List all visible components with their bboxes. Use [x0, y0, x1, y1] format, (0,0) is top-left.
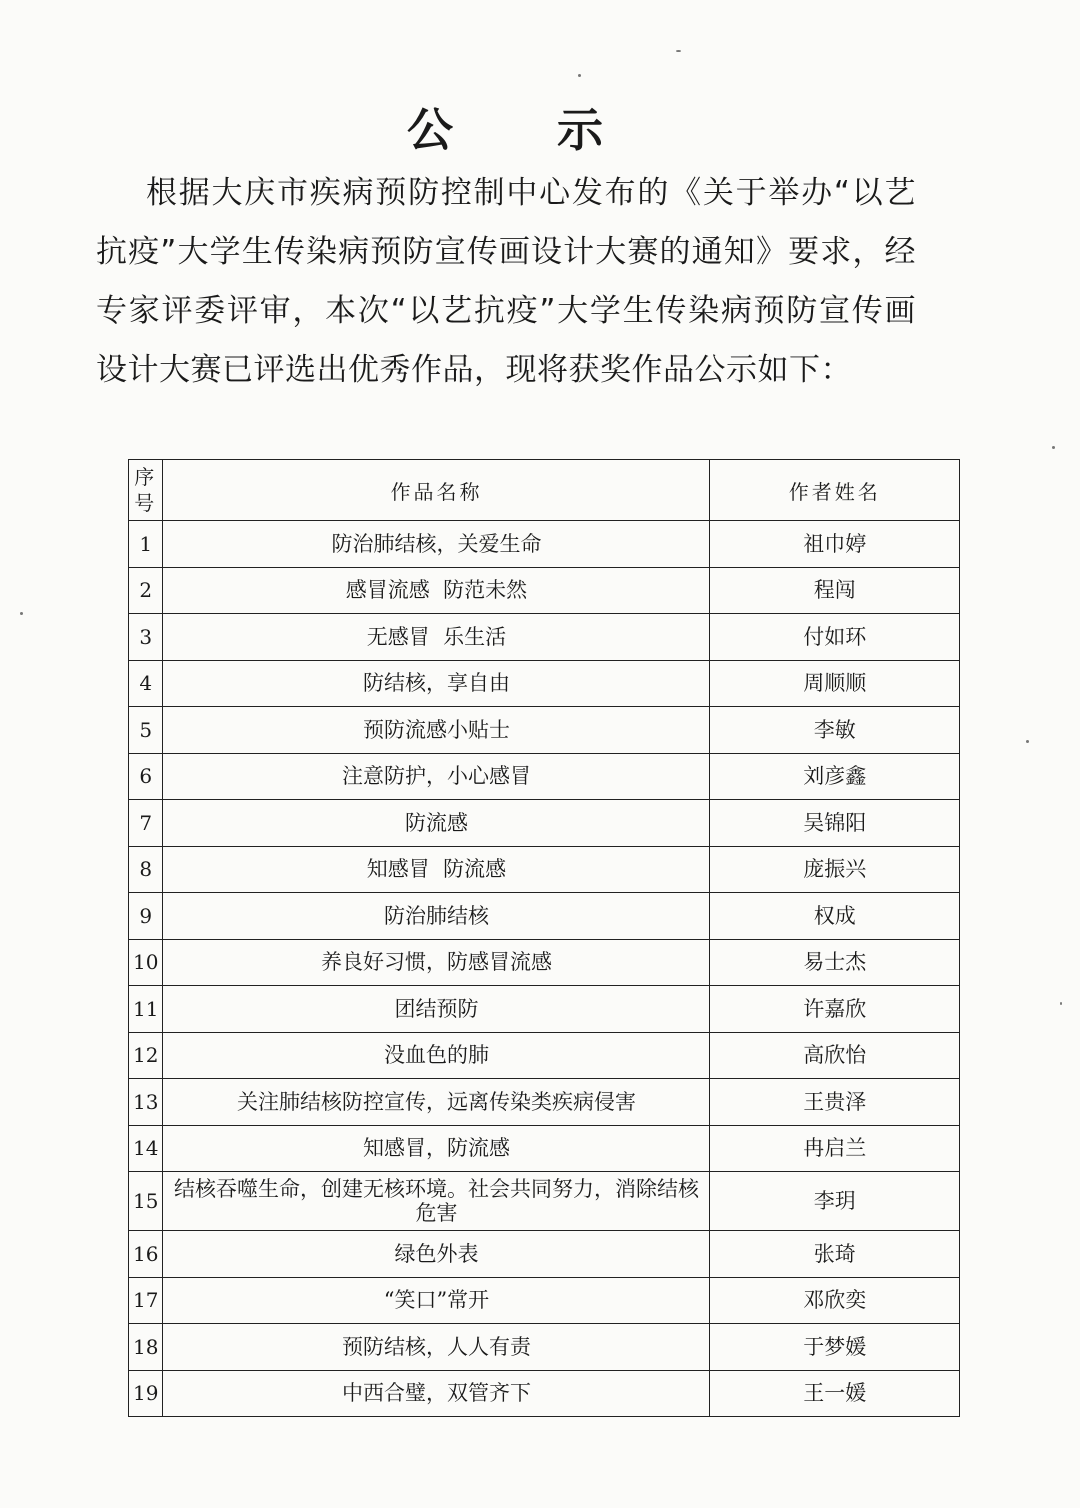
row-work-title: 防结核，享自由: [163, 660, 710, 707]
row-serial-number: 6: [129, 753, 163, 800]
table-row: [129, 1125, 960, 1172]
row-serial-number: 3: [129, 614, 163, 661]
row-work-title: 预防流感小贴士: [163, 707, 710, 754]
row-serial-number: 15: [129, 1172, 163, 1231]
table-row: [129, 614, 960, 661]
table-row: [129, 1370, 960, 1417]
row-serial-number: 1: [129, 521, 163, 568]
row-work-title: 预防结核，人人有责: [163, 1324, 710, 1371]
header-author-name: 作者姓名: [710, 460, 960, 521]
table-row: [129, 1079, 960, 1126]
row-author-name: 庞振兴: [710, 846, 960, 893]
row-work-title: 团结预防: [163, 986, 710, 1033]
row-author-name: 高欣怡: [710, 1032, 960, 1079]
row-serial-number: 14: [129, 1125, 163, 1172]
row-work-title: 防治肺结核，关爱生命: [163, 521, 710, 568]
table-header-row: [129, 460, 960, 521]
row-serial-number: 19: [129, 1370, 163, 1417]
header-work-title: 作品名称: [163, 460, 710, 521]
row-author-name: 于梦媛: [710, 1324, 960, 1371]
row-author-name: 李敏: [710, 707, 960, 754]
row-author-name: 祖巾婷: [710, 521, 960, 568]
row-work-title: “笑口”常开: [163, 1277, 710, 1324]
row-author-name: 刘彦鑫: [710, 753, 960, 800]
row-author-name: 李玥: [710, 1172, 960, 1231]
row-author-name: 易士杰: [710, 939, 960, 986]
table-row: [129, 1032, 960, 1079]
table-row: [129, 800, 960, 847]
row-author-name: 许嘉欣: [710, 986, 960, 1033]
row-serial-number: 4: [129, 660, 163, 707]
row-author-name: 吴锦阳: [710, 800, 960, 847]
intro-paragraph: 根据大庆市疾病预防控制中心发布的《关于举办“以艺抗疫”大学生传染病预防宣传画设计大赛的通知》要求，经专家评委评审，本次“以艺抗疫”大学生传染病预防宣传画设计大赛已评选出优秀作品，现将获奖作品公示如下：: [96, 175, 916, 388]
row-serial-number: 17: [129, 1277, 163, 1324]
table-row: [129, 1231, 960, 1278]
row-author-name: 张琦: [710, 1231, 960, 1278]
row-work-title: 关注肺结核防控宣传，远离传染类疾病侵害: [163, 1079, 710, 1126]
table-row: [129, 707, 960, 754]
row-serial-number: 10: [129, 939, 163, 986]
row-work-title: 知感冒，防流感: [163, 1125, 710, 1172]
awards-table: [128, 459, 960, 1417]
row-work-title: 防流感: [163, 800, 710, 847]
row-work-title: 绿色外表: [163, 1231, 710, 1278]
row-author-name: 程闯: [710, 567, 960, 614]
table-row: [129, 1172, 960, 1231]
row-serial-number: 16: [129, 1231, 163, 1278]
table-row: [129, 521, 960, 568]
table-row: [129, 660, 960, 707]
table-body: [129, 521, 960, 1417]
header-serial-line1: 序: [134, 465, 158, 489]
scan-speck: [1026, 740, 1029, 743]
scan-speck: [1052, 446, 1055, 449]
table-row: [129, 893, 960, 940]
table-row: [129, 939, 960, 986]
scan-speck: [578, 74, 581, 77]
row-work-title: 感冒流感 防范未然: [163, 567, 710, 614]
row-author-name: 王一媛: [710, 1370, 960, 1417]
scan-speck: [1060, 1002, 1062, 1005]
row-work-title: 中西合璧，双管齐下: [163, 1370, 710, 1417]
row-serial-number: 5: [129, 707, 163, 754]
row-serial-number: 12: [129, 1032, 163, 1079]
row-serial-number: 13: [129, 1079, 163, 1126]
row-author-name: 付如环: [710, 614, 960, 661]
row-work-title: 没血色的肺: [163, 1032, 710, 1079]
row-author-name: 权成: [710, 893, 960, 940]
row-author-name: 邓欣奕: [710, 1277, 960, 1324]
row-author-name: 王贵泽: [710, 1079, 960, 1126]
scan-speck: [676, 50, 681, 52]
row-serial-number: 11: [129, 986, 163, 1033]
row-serial-number: 9: [129, 893, 163, 940]
row-work-title: 注意防护，小心感冒: [163, 753, 710, 800]
table-row: [129, 567, 960, 614]
row-serial-number: 2: [129, 567, 163, 614]
table-row: [129, 986, 960, 1033]
scan-speck: [20, 612, 23, 615]
document-title: 公 示: [406, 103, 647, 157]
row-work-title: 无感冒 乐生活: [163, 614, 710, 661]
row-serial-number: 7: [129, 800, 163, 847]
row-work-title: 养良好习惯，防感冒流感: [163, 939, 710, 986]
table-row: [129, 1277, 960, 1324]
header-serial-line2: 号: [134, 491, 158, 515]
table-row: [129, 1324, 960, 1371]
table-row: [129, 753, 960, 800]
row-serial-number: 18: [129, 1324, 163, 1371]
row-work-title: 防治肺结核: [163, 893, 710, 940]
row-author-name: 冉启兰: [710, 1125, 960, 1172]
row-serial-number: 8: [129, 846, 163, 893]
row-work-title: 结核吞噬生命，创建无核环境。社会共同努力，消除结核危害: [163, 1172, 710, 1231]
header-serial-number: [129, 460, 163, 521]
row-work-title: 知感冒 防流感: [163, 846, 710, 893]
table-row: [129, 846, 960, 893]
row-author-name: 周顺顺: [710, 660, 960, 707]
